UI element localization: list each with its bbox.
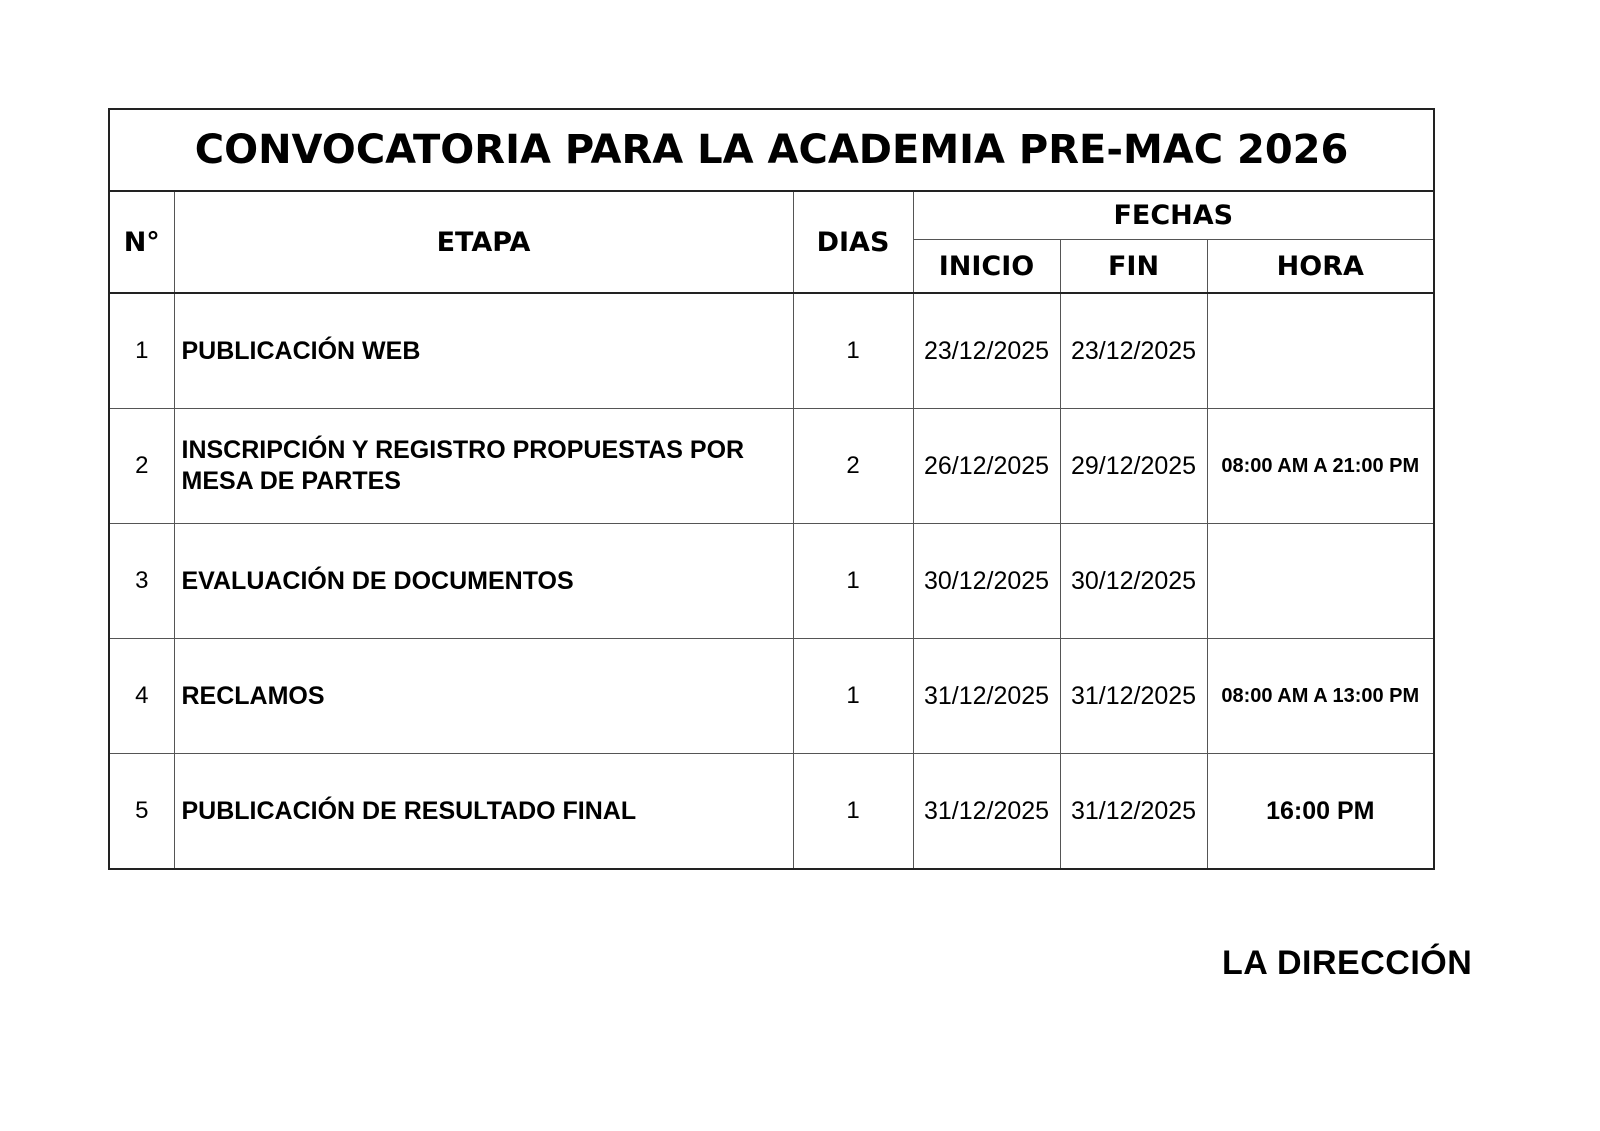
row-inicio: 30/12/2025 [913,524,1060,639]
row-hora: 16:00 PM [1207,754,1434,870]
row-num: 2 [109,409,174,524]
row-hora [1207,524,1434,639]
row-hora [1207,293,1434,409]
row-num: 1 [109,293,174,409]
header-fin: FIN [1060,240,1207,294]
row-inicio: 23/12/2025 [913,293,1060,409]
row-etapa: INSCRIPCIÓN Y REGISTRO PROPUESTAS POR MESA DE PARTES [174,409,793,524]
row-dias: 1 [793,524,913,639]
row-etapa: PUBLICACIÓN DE RESULTADO FINAL [174,754,793,870]
row-dias: 1 [793,293,913,409]
signature: LA DIRECCIÓN [1222,944,1473,982]
row-dias: 1 [793,754,913,870]
row-num: 4 [109,639,174,754]
row-etapa: RECLAMOS [174,639,793,754]
header-inicio: INICIO [913,240,1060,294]
row-hora: 08:00 AM A 21:00 PM [1207,409,1434,524]
row-fin: 30/12/2025 [1060,524,1207,639]
row-etapa: EVALUACIÓN DE DOCUMENTOS [174,524,793,639]
header-dias: DIAS [793,191,913,293]
header-num: N° [109,191,174,293]
header-hora: HORA [1207,240,1434,294]
header-etapa: ETAPA [174,191,793,293]
row-inicio: 31/12/2025 [913,639,1060,754]
row-fin: 31/12/2025 [1060,754,1207,870]
row-fin: 23/12/2025 [1060,293,1207,409]
table-row [109,639,1434,754]
header-fechas: FECHAS [913,191,1434,240]
row-hora: 08:00 AM A 13:00 PM [1207,639,1434,754]
row-num: 3 [109,524,174,639]
schedule-table [108,108,1435,870]
table-row [109,293,1434,409]
row-dias: 1 [793,639,913,754]
row-inicio: 26/12/2025 [913,409,1060,524]
row-fin: 31/12/2025 [1060,639,1207,754]
table-row [109,524,1434,639]
page-title: CONVOCATORIA PARA LA ACADEMIA PRE-MAC 2026 [109,109,1434,191]
table-row [109,754,1434,870]
row-dias: 2 [793,409,913,524]
row-inicio: 31/12/2025 [913,754,1060,870]
row-fin: 29/12/2025 [1060,409,1207,524]
row-num: 5 [109,754,174,870]
row-etapa: PUBLICACIÓN WEB [174,293,793,409]
table-row [109,409,1434,524]
